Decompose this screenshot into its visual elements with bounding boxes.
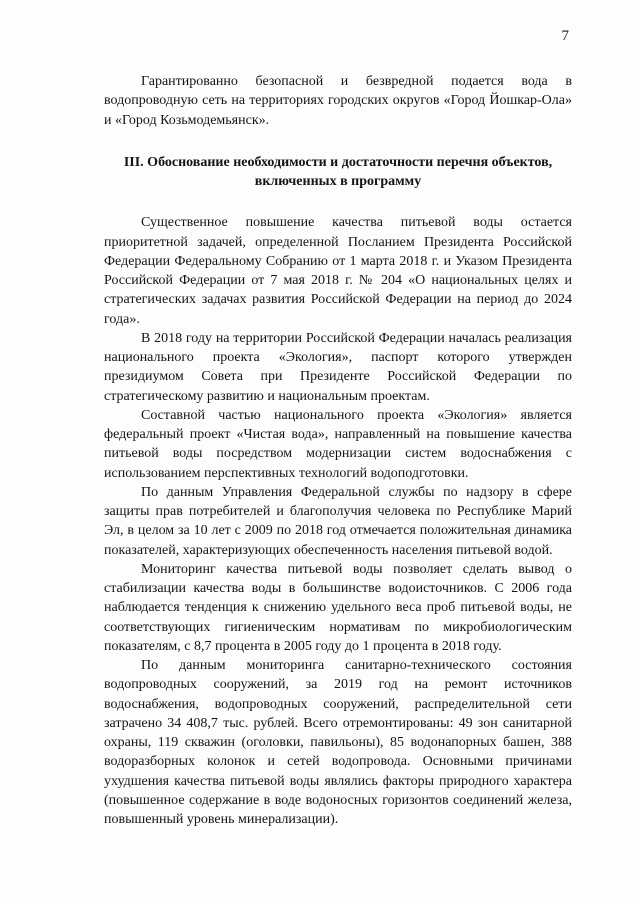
paragraph-rospotrebnadzor-data: По данным Управления Федеральной службы по надзору в сфере защиты прав потребителей и благополучия человека по Республике Марий Эл, в целом за 10 лет с 2009 по 2018 год отмечается положительная динамика показателей, характеризующих обеспеченность населения питьевой водой. xyxy=(104,484,572,558)
paragraph-ecology-project: В 2018 году на территории Российской Федерации началась реализация национального проекта «Экология», паспорт которого утвержден президиумом Совета при Президенте Российской Федерации по стратегическому развитию и национальным проектам. xyxy=(104,330,572,404)
section-heading: III. Обоснование необходимости и достаточности перечня объектов, включенных в программу xyxy=(123,154,553,189)
page-number: 7 xyxy=(561,28,569,44)
paragraph-priority-task: Существенное повышение качества питьевой воды остается приоритетной задачей, определенной Посланием Президента Российской Федерации Федеральному Собранию от 1 марта 2018 г. и Указом Президента Российской Федерации от 7 мая 2018 г. № 204 «О национальных целях и стратегических задачах развития Российской Федерации на период до 2024 года». xyxy=(104,215,572,327)
paragraph-sanitary-monitoring: По данным мониторинга санитарно-технического состояния водопроводных сооружений, за 2019 год на ремонт источников водоснабжения, водопроводных сооружений, распределительной сети затрачено 34 408,7 тыс. рублей. Всего отремонтированы: 49 зон санитарной охраны, 119 скважин (оголовки, павильоны), 85 водонапорных башен, 388 водоразборных колонок и сетей водопровода. Основными причинами ухудшения качества питьевой воды являлись факторы природного характера (повышенное содержание в воде водоносных горизонтов соединений железа, повышенный уровень минерализации). xyxy=(104,658,572,827)
paragraph-clean-water-project: Составной частью национального проекта «Экология» является федеральный проект «Чистая вода», направленный на повышение качества питьевой воды посредством модернизации систем водоснабжения с использованием перспективных технологий водоподготовки. xyxy=(104,407,572,481)
document-body xyxy=(104,72,572,829)
intro-paragraph: Гарантированно безопасной и безвредной подается вода в водопроводную сеть на территориях городских округов «Город Йошкар-Ола» и «Город Козьмодемьянск». xyxy=(104,74,572,128)
paragraph-water-quality-monitoring: Мониторинг качества питьевой воды позволяет сделать вывод о стабилизации качества воды в большинстве водоисточников. С 2006 года наблюдается тенденция к снижению удельного веса проб питьевой воды, не соответствующих гигиеническим нормативам по микробиологическим показателям, с 8,7 процента в 2005 году до 1 процента в 2018 году. xyxy=(104,561,572,654)
